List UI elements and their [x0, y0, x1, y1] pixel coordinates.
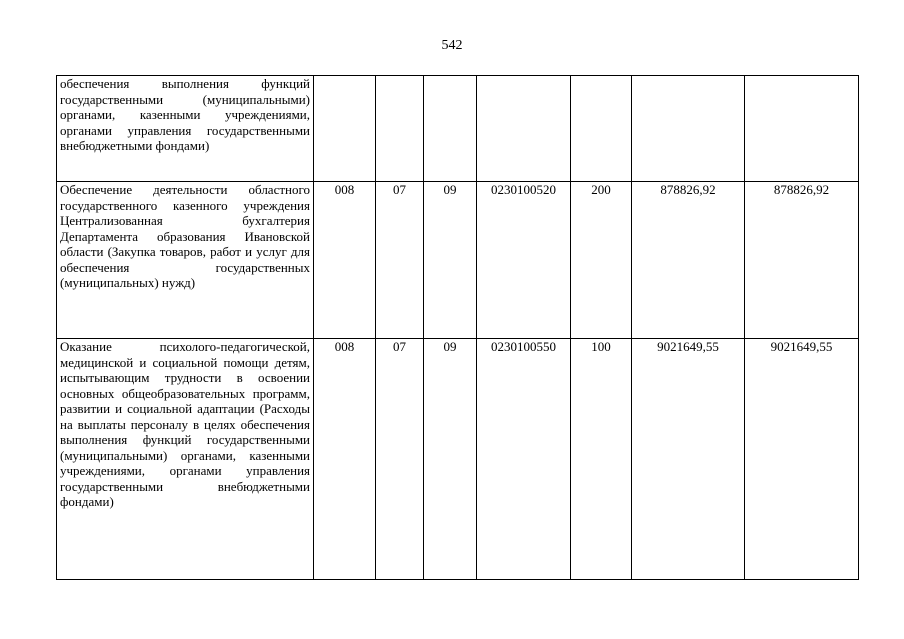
amount-1: [632, 76, 745, 182]
section-code: 07: [376, 182, 424, 339]
amount-1: 9021649,55: [632, 339, 745, 580]
target-article-code: 0230100520: [477, 182, 571, 339]
section-code: 07: [376, 339, 424, 580]
amount-2: 878826,92: [745, 182, 859, 339]
ministry-code: [314, 76, 376, 182]
target-article-code: [477, 76, 571, 182]
amount-2: [745, 76, 859, 182]
ministry-code: 008: [314, 339, 376, 580]
subsection-code: [424, 76, 477, 182]
amount-1: 878826,92: [632, 182, 745, 339]
table-row: [57, 182, 859, 339]
subsection-code: 09: [424, 339, 477, 580]
amount-2: 9021649,55: [745, 339, 859, 580]
subsection-code: 09: [424, 182, 477, 339]
row-description: обеспечения выполнения функций государственными (муниципальными) органами, казенными учреждениями, органами управления государственными внебюджетными фондами): [57, 76, 314, 182]
budget-table: [56, 75, 859, 580]
table-row: [57, 339, 859, 580]
row-description: Обеспечение деятельности областного государственного казенного учреждения Централизованная бухгалтерия Департамента образования Ивановской области (Закупка товаров, работ и услуг для обеспечения государственных (муниципальных) нужд): [57, 182, 314, 339]
expense-type-code: 100: [571, 339, 632, 580]
table-row: [57, 76, 859, 182]
page-number: 542: [441, 38, 463, 53]
expense-type-code: [571, 76, 632, 182]
expense-type-code: 200: [571, 182, 632, 339]
section-code: [376, 76, 424, 182]
ministry-code: 008: [314, 182, 376, 339]
row-description: Оказание психолого-педагогической, медицинской и социальной помощи детям, испытывающим трудности в освоении основных общеобразовательных программ, развитии и социальной адаптации (Расходы на выплаты персоналу в целях обеспечения выполнения функций государственными (муниципальными) органами, казенными учреждениями, органами управления государственными внебюджетными фондами): [57, 339, 314, 580]
target-article-code: 0230100550: [477, 339, 571, 580]
